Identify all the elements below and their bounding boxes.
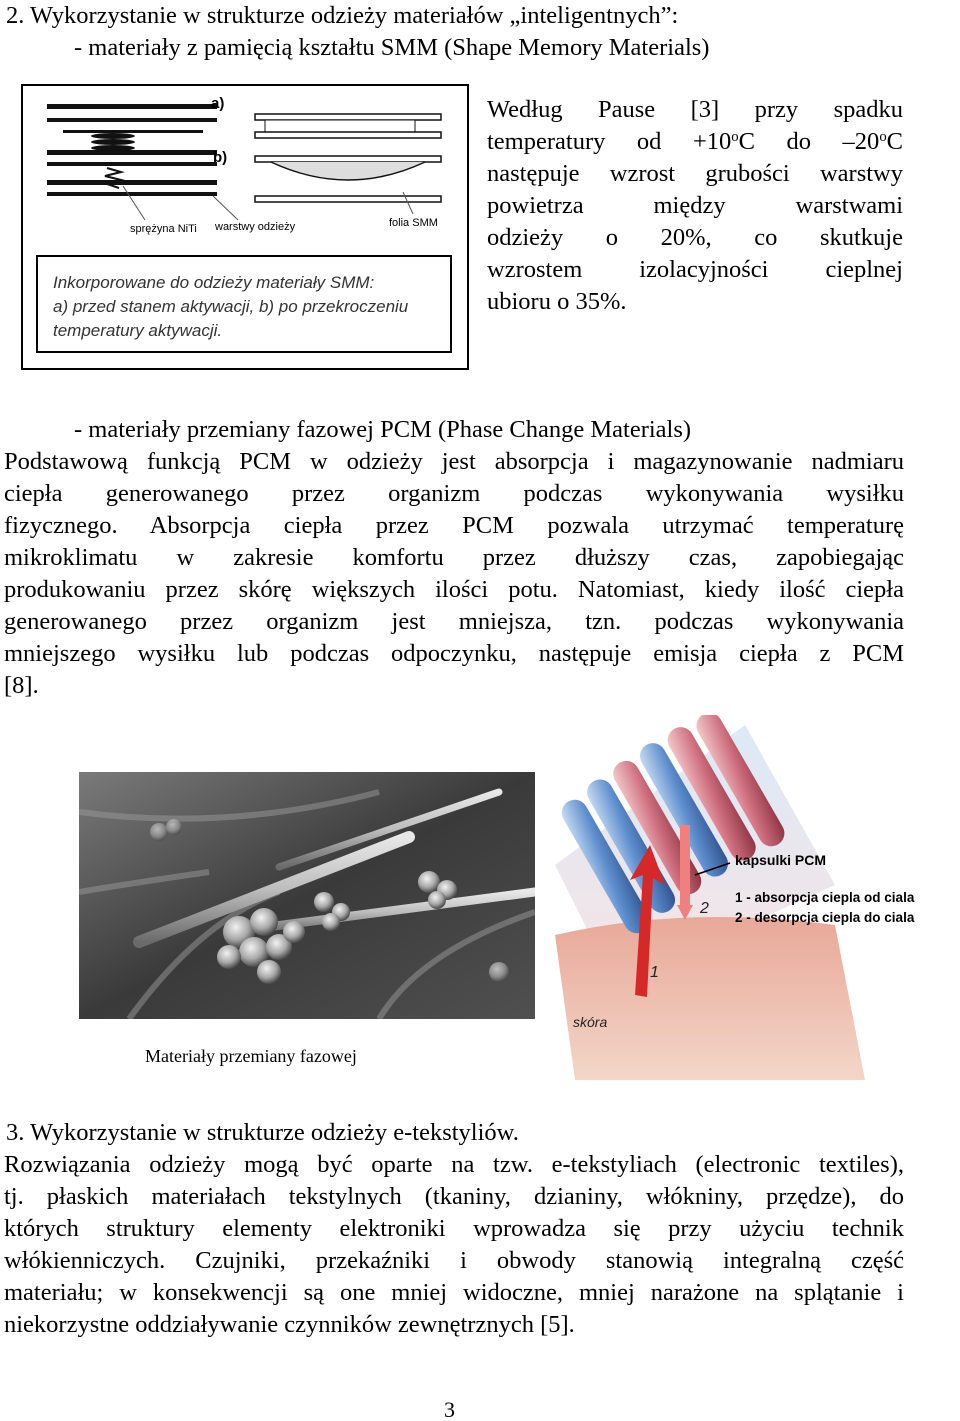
label-a: a): [211, 95, 225, 112]
pcm-paragraph: [4, 446, 904, 702]
label-smm-foil: folia SMM: [389, 217, 438, 229]
paragraph-line: materiału; w konsekwencji są one mniej widoczne, mniej narażone na splątanie i: [4, 1279, 904, 1306]
paragraph-line: tj. płaskich materiałach tekstylnych (tkaniny, dzianiny, włókniny, przędze), do: [4, 1183, 904, 1210]
arrow-label-2: 2: [700, 900, 709, 917]
label-niti-spring: sprężyna NiTi: [130, 223, 197, 235]
niti-spring: [91, 133, 135, 188]
paragraph-line: następuje wzrost grubości warstwy: [487, 160, 903, 187]
skin-layer: [555, 917, 865, 1080]
arrow-label-1: 1: [650, 964, 659, 981]
section-2-heading: 2. Wykorzystanie w strukturze odzieży materiałów „inteligentnych”:: [6, 2, 679, 29]
caption-line: a) przed stanem aktywacji, b) po przekroczeniu: [53, 297, 409, 316]
legend-absorption: 1 - absorpcja ciepla od ciala: [735, 890, 915, 905]
paragraph-line: włókienniczych. Czujniki, przekaźniki i obwody stanowią integralną część: [4, 1247, 904, 1274]
paragraph-line-temperature: temperatury od $+10^oC$ do –20$^o$C: [487, 128, 903, 155]
label-b: b): [213, 149, 228, 166]
e-textiles-paragraph: [4, 1149, 904, 1341]
pcm-diagram-image: [535, 715, 955, 1080]
legend-desorption: 2 - desorpcja ciepla do ciala: [735, 910, 915, 925]
pcm-subheading: - materiały przemiany fazowej PCM (Phase Change Materials): [74, 416, 692, 443]
paragraph-line: wzrostem izolacyjności cieplnej: [487, 256, 903, 283]
paragraph-line: Według Pause [3] przy spadku: [487, 96, 903, 123]
paragraph-line: niekorzystne oddziaływanie czynników zewnętrznych [5].: [4, 1311, 575, 1338]
paragraph-line: fizycznego. Absorpcja ciepła przez PCM pozwala utrzymać temperaturę: [4, 512, 904, 539]
smm-figure-caption: [53, 271, 448, 343]
paragraph-line: powietrza między warstwami: [487, 192, 903, 219]
caption-line: temperatury aktywacji.: [53, 321, 223, 340]
pcm-micrograph-image: [79, 772, 535, 1019]
label-pcm-capsules: kapsulki PCM: [735, 852, 827, 868]
paragraph-line: odzieży o 20%, co skutkuje: [487, 224, 903, 251]
smm-pointer-lines: [123, 186, 413, 220]
paragraph-line: Rozwiązania odzieży mogą być oparte na tzw. e-tekstyliach (electronic textiles),: [4, 1151, 904, 1178]
smm-subheading: - materiały z pamięcią kształtu SMM (Shape Memory Materials): [74, 34, 710, 61]
paragraph-line: [8].: [4, 672, 39, 699]
paragraph-line: których struktury elementy elektroniki wprowadza się przy użyciu technik: [4, 1215, 904, 1242]
smm-diagram: [23, 86, 467, 256]
label-clothing-layers: warstwy odzieży: [215, 221, 296, 233]
smm-foil-right: [255, 114, 441, 202]
paragraph-line: produkowaniu przez skórę większych ilości potu. Natomiast, kiedy ilość ciepła: [4, 576, 904, 603]
paragraph-line: mikroklimatu w zakresie komfortu przez dłuższy czas, zapobiegając: [4, 544, 904, 571]
pause-paragraph: [487, 94, 903, 318]
micrograph-caption: Materiały przemiany fazowej: [145, 1046, 357, 1066]
page-number: 3: [444, 1397, 455, 1421]
paragraph-line: Podstawową funkcją PCM w odzieży jest absorpcja i magazynowanie nadmiaru: [4, 448, 904, 475]
paragraph-line: ubioru o 35%.: [487, 288, 627, 315]
section-3-heading: 3. Wykorzystanie w strukturze odzieży e-tekstyliów.: [6, 1119, 519, 1146]
paragraph-line: ciepła generowanego przez organizm podczas wykonywania wysiłku: [4, 480, 904, 507]
paragraph-line: generowanego przez organizm jest mniejsza, tzn. podczas wykonywania: [4, 608, 904, 635]
label-skin: skóra: [573, 1014, 608, 1030]
smm-layers-left: [47, 104, 217, 196]
paragraph-line: mniejszego wysiłku lub podczas odpoczynku, następuje emisja ciepła z PCM: [4, 640, 904, 667]
caption-line: Inkorporowane do odzieży materiały SMM:: [53, 273, 375, 292]
